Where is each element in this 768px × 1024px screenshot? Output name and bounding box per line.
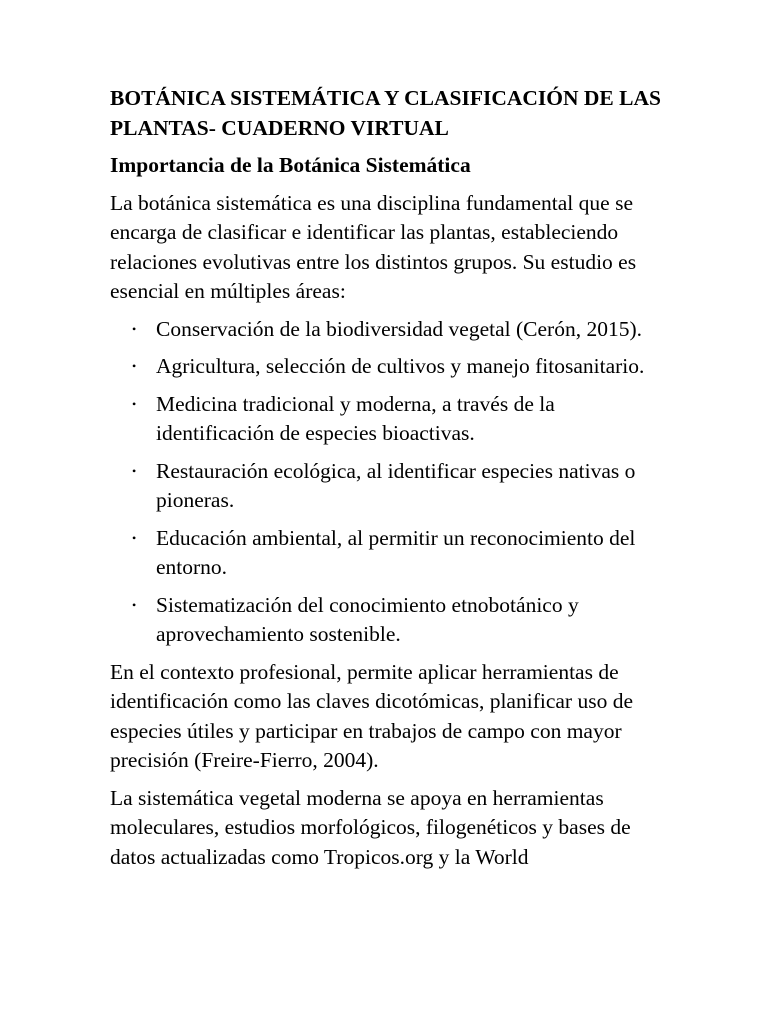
list-item [110,352,666,382]
bullet-icon: • [132,463,137,478]
bullet-icon: • [132,359,137,373]
bullet-list [110,315,666,650]
list-item [110,457,666,516]
list-item [110,315,666,345]
bullet-icon: • [132,321,137,336]
document-title: BOTÁNICA SISTEMÁTICA Y CLASIFICACIÓN DE LAS PLANTAS- CUADERNO VIRTUAL [110,86,661,140]
list-item-text: Sistematización del conocimiento etnobotánico y aprovechamiento sostenible. [156,592,579,646]
list-item [110,390,666,449]
list-item-text: Agricultura, selección de cultivos y manejo fitosanitario. [156,354,645,378]
list-item-text: Conservación de la biodiversidad vegetal (Cerón, 2015). [156,316,642,341]
bullet-icon: • [132,597,137,612]
paragraph-modern-systematics: La sistemática vegetal moderna se apoya en herramientas moleculares, estudios morfológicos, filogenéticos y bases de datos actualizadas como Tropicos.org y la World [110,785,631,869]
document-page [110,84,666,880]
bullet-icon: • [132,530,137,545]
list-item-text: Restauración ecológica, al identificar especies nativas o pioneras. [156,458,636,512]
list-item [110,591,666,650]
list-item [110,524,666,583]
paragraph-professional-context: En el contexto profesional, permite aplicar herramientas de identificación como las claves dicotómicas, planificar uso de especies útiles y participar en trabajos de campo con mayor precisión (Freire-Fierro, 2004). [110,659,633,772]
bullet-icon: • [132,396,137,411]
list-item-text: Educación ambiental, al permitir un reconocimiento del entorno. [156,525,636,579]
section-heading: Importancia de la Botánica Sistemática [110,153,471,177]
list-item-text: Medicina tradicional y moderna, a través de la identificación de especies bioactivas. [156,391,555,445]
intro-paragraph: La botánica sistemática es una disciplina fundamental que se encarga de clasificar e identificar las plantas, estableciendo relaciones evolutivas entre los distintos grupos. Su estudio es esencial en múltiples áreas: [110,190,637,303]
